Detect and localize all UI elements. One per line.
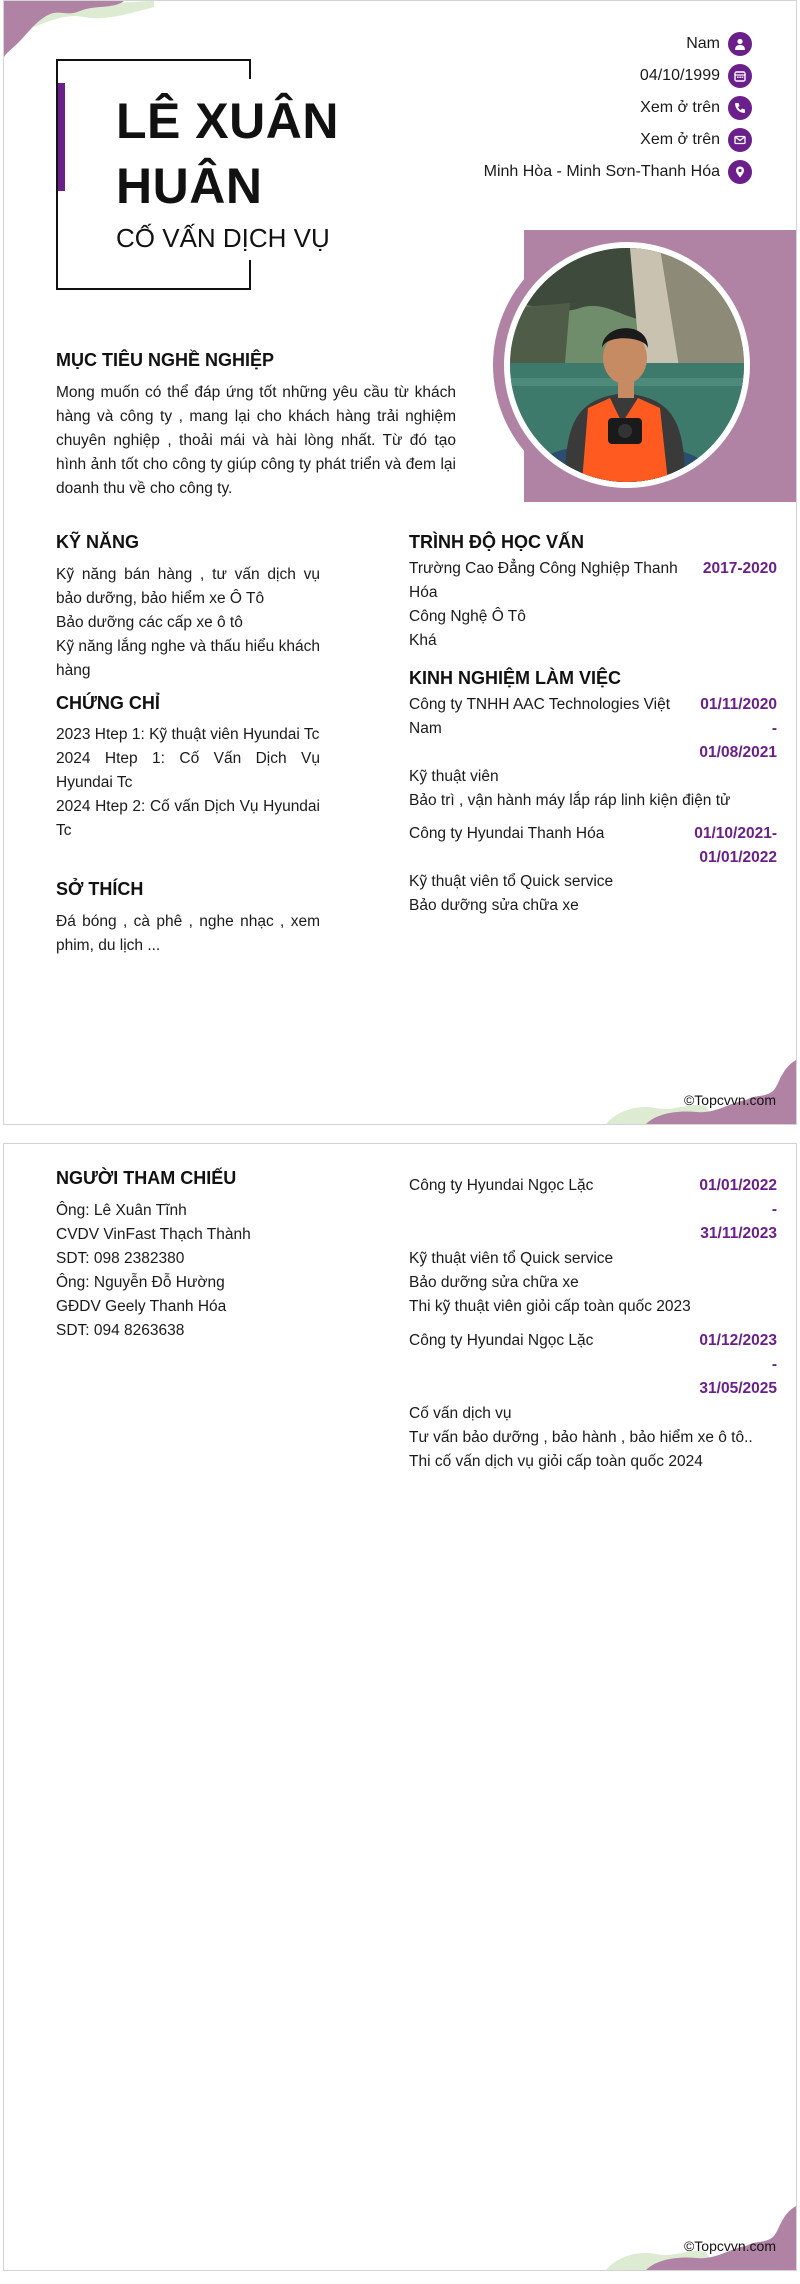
- skill-item: Kỹ năng bán hàng , tư vấn dịch vụ bảo dưỡng, bảo hiểm xe Ô Tô: [56, 566, 320, 607]
- job-description: Thi kỹ thuật viên giỏi cấp toàn quốc 2023: [409, 1298, 691, 1315]
- job-description: Bảo dưỡng sửa chữa xe: [409, 897, 579, 914]
- corner-decoration-bottom-right: [606, 1054, 796, 1124]
- experience-item-header: [409, 1329, 777, 1401]
- cv-page-2: [3, 1143, 797, 2271]
- job-description: Tư vấn bảo dưỡng , bảo hành , bảo hiểm xe ô tô..: [409, 1429, 753, 1446]
- job-date-end: 01/01/2022: [699, 849, 777, 866]
- company-name: Công ty TNHH AAC Technologies Việt Nam: [409, 696, 671, 737]
- job-date-start: 01/11/2020: [700, 696, 777, 713]
- email-value: Xem ở trên: [640, 131, 720, 148]
- job-date-separator: -: [771, 1201, 777, 1218]
- mail-icon: [728, 128, 752, 152]
- experience-item-header: [409, 1174, 777, 1246]
- cv-page-1: [3, 0, 797, 1125]
- address-value: Minh Hòa - Minh Sơn-Thanh Hóa: [483, 163, 720, 180]
- contact-address: [484, 159, 752, 185]
- location-icon: [728, 160, 752, 184]
- objective-title: MỤC TIÊU NGHỀ NGHIỆP: [56, 350, 275, 370]
- experience-title: KINH NGHIỆM LÀM VIỆC: [409, 668, 622, 688]
- experience-item-body: [409, 765, 777, 813]
- job-role: Kỹ thuật viên tổ Quick service: [409, 873, 614, 890]
- certificate-item: 2023 Htep 1: Kỹ thuật viên Hyundai Tc: [56, 726, 320, 743]
- footer-watermark: ©Topcvvn.com: [683, 2238, 776, 2254]
- certificate-item: 2024 Htep 2: Cố vấn Dịch Vụ Hyundai Tc: [56, 798, 320, 839]
- name-frame-corner: [249, 59, 251, 79]
- corner-decoration-bottom-right: [606, 2200, 796, 2270]
- job-date-start: 01/01/2022: [699, 1177, 777, 1194]
- contact-email: [640, 127, 752, 153]
- job-date-range: [699, 693, 777, 765]
- job-role: Cố vấn dịch vụ: [409, 1405, 512, 1422]
- experience-item-body: [409, 1247, 777, 1319]
- job-role: Kỹ thuật viên tổ Quick service: [409, 1250, 614, 1267]
- job-date-end: 01/08/2021: [699, 744, 777, 761]
- contact-dob: [640, 63, 752, 89]
- reference-line: CVDV VinFast Thạch Thành: [56, 1226, 251, 1243]
- name-frame-bottom: [56, 288, 250, 290]
- job-role: Kỹ thuật viên: [409, 768, 499, 785]
- reference-line: GĐDV Geely Thanh Hóa: [56, 1298, 227, 1315]
- education-school-row: [409, 557, 777, 605]
- footer-watermark: ©Topcvvn.com: [683, 1092, 776, 1108]
- job-date-start: 01/10/2021-: [694, 825, 777, 842]
- full-name-line-1: LÊ XUÂN: [116, 93, 339, 149]
- job-date-range: [699, 1329, 777, 1401]
- skill-item: Bảo dưỡng các cấp xe ô tô: [56, 614, 243, 631]
- objective-text: Mong muốn có thể đáp ứng tốt những yêu cầu từ khách hàng và công ty , mang lại cho khách hàng trải nghiệm chuyên nghiệp , thoải mái và hài lòng nhất. Từ đó tạo hình ảnh tốt cho công ty giúp công ty phát triển và đem lại doanh thu về cho công ty.: [56, 384, 456, 497]
- experience-item-header: [409, 693, 777, 765]
- experience-item-body: [409, 870, 777, 918]
- company-name: Công ty Hyundai Ngọc Lặc: [409, 1177, 594, 1194]
- reference-line: Ông: Lê Xuân Tĩnh: [56, 1202, 187, 1219]
- contact-gender: [686, 31, 752, 57]
- experience-item-body: [409, 1402, 789, 1474]
- education-grade: Khá: [409, 632, 437, 649]
- skill-item: Kỹ năng lắng nghe và thấu hiểu khách hàng: [56, 638, 320, 679]
- hobbies-text: Đá bóng , cà phê , nghe nhạc , xem phim, du lịch ...: [56, 913, 320, 954]
- references-list: [56, 1199, 356, 1343]
- calendar-icon: [728, 64, 752, 88]
- avatar: [510, 248, 744, 482]
- job-date-end: 31/05/2025: [699, 1380, 777, 1397]
- corner-decoration-top-left: [4, 1, 164, 61]
- reference-line: Ông: Nguyễn Đỗ Hường: [56, 1274, 225, 1291]
- references-title: NGƯỜI THAM CHIẾU: [56, 1168, 237, 1188]
- contact-phone: [640, 95, 752, 121]
- education-period: 2017-2020: [702, 560, 777, 577]
- job-description: Bảo dưỡng sửa chữa xe: [409, 1274, 579, 1291]
- job-date-separator: -: [771, 720, 777, 737]
- education-details: [409, 605, 777, 653]
- job-description: Bảo trì , vận hành máy lắp ráp linh kiện điện tử: [409, 792, 731, 809]
- skills-title: KỸ NĂNG: [56, 532, 140, 552]
- full-name-line-2: HUÂN: [116, 158, 263, 214]
- job-date-range: [694, 822, 777, 870]
- phone-value: Xem ở trên: [640, 99, 720, 116]
- job-date-separator: -: [771, 1356, 777, 1373]
- job-date-end: 31/11/2023: [700, 1225, 777, 1242]
- school-name: Trường Cao Đẳng Công Nghiệp Thanh Hóa: [409, 560, 678, 601]
- reference-line: SDT: 098 2382380: [56, 1250, 185, 1267]
- name-frame: [56, 59, 250, 61]
- certificates-title: CHỨNG CHỈ: [56, 693, 160, 713]
- accent-bar: [58, 83, 65, 191]
- certificates-list: [56, 723, 320, 843]
- user-icon: [728, 32, 752, 56]
- job-description: Thi cố vấn dịch vụ giỏi cấp toàn quốc 2024: [409, 1453, 703, 1470]
- company-name: Công ty Hyundai Thanh Hóa: [409, 825, 605, 842]
- gender-value: Nam: [686, 35, 720, 52]
- job-date-start: 01/12/2023: [699, 1332, 777, 1349]
- hobbies-title: SỞ THÍCH: [56, 879, 144, 899]
- experience-item-header: [409, 822, 777, 870]
- name-frame-corner: [249, 260, 251, 290]
- education-title: TRÌNH ĐỘ HỌC VẤN: [409, 532, 584, 552]
- reference-line: SDT: 094 8263638: [56, 1322, 185, 1339]
- job-title: CỐ VẤN DỊCH VỤ: [116, 223, 330, 253]
- phone-icon: [728, 96, 752, 120]
- company-name: Công ty Hyundai Ngọc Lặc: [409, 1332, 594, 1349]
- dob-value: 04/10/1999: [639, 67, 720, 84]
- job-date-range: [699, 1174, 777, 1246]
- skills-list: [56, 563, 320, 683]
- education-major: Công Nghệ Ô Tô: [409, 608, 526, 625]
- certificate-item: 2024 Htep 1: Cố Vấn Dịch Vụ Hyundai Tc: [56, 750, 320, 791]
